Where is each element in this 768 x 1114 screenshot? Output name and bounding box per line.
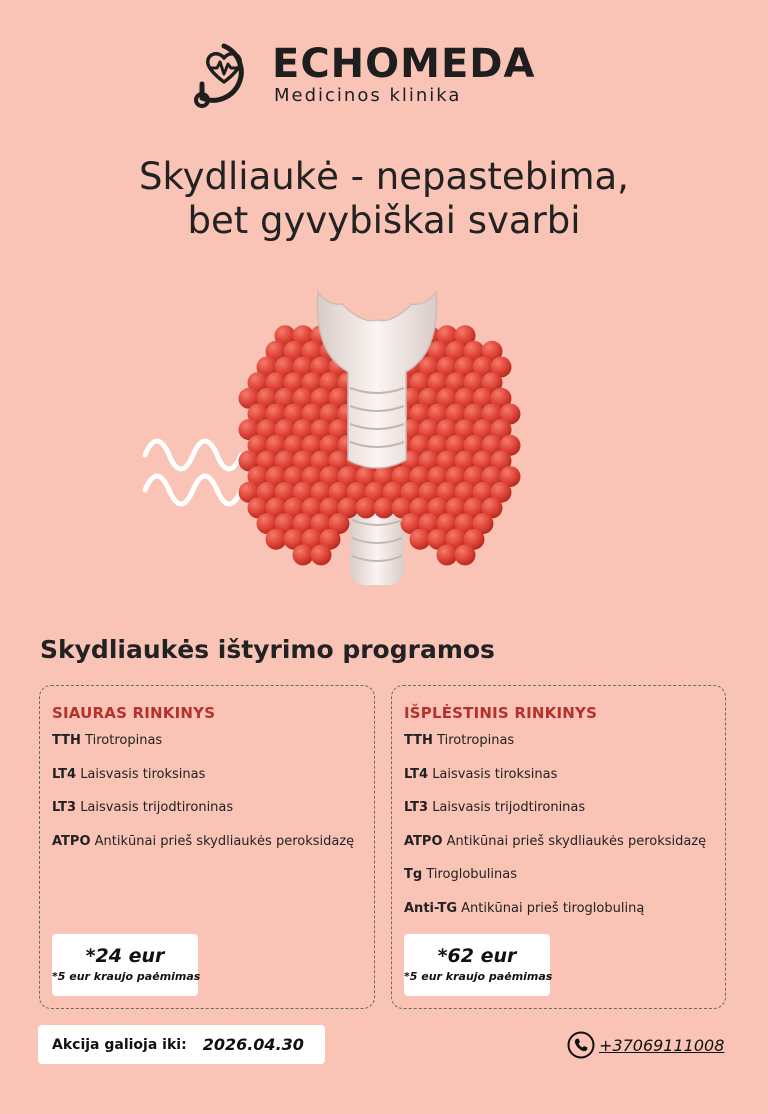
price-note: *5 eur kraujo paėmimas <box>52 970 201 983</box>
test-code: Anti-TG <box>404 900 458 916</box>
test-name: Tirotropinas <box>85 733 163 748</box>
brand-tagline: Medicinos klinika <box>274 85 462 106</box>
price-box <box>404 934 553 996</box>
test-item <box>52 733 362 767</box>
test-code: TTH <box>404 733 433 748</box>
clinic-logo <box>188 40 535 110</box>
offer-validity-box <box>38 1025 325 1064</box>
test-code: LT4 <box>52 766 77 782</box>
thyroid-illustration <box>140 280 540 590</box>
test-code: Tg <box>404 867 423 882</box>
package-title: SIAURAS RINKINYS <box>52 704 216 722</box>
test-item <box>404 834 713 868</box>
test-code: LT3 <box>404 800 429 815</box>
price-amount: *24 eur <box>85 945 165 967</box>
validity-label: Akcija galioja iki: <box>52 1036 187 1053</box>
stethoscope-heart-icon <box>188 40 260 110</box>
test-code: ATPO <box>52 833 91 849</box>
test-item <box>404 733 713 767</box>
test-name: Antikūnai prieš tiroglobuliną <box>461 900 645 916</box>
test-item <box>404 901 713 935</box>
test-name: Laisvasis trijodtironinas <box>432 800 586 815</box>
price-box <box>52 934 201 996</box>
test-item <box>404 867 713 901</box>
price-amount: *62 eur <box>437 945 517 967</box>
phone-number-link[interactable]: +37069111008 <box>599 1035 725 1055</box>
page-headline <box>0 155 768 243</box>
price-note: *5 eur kraujo paėmimas <box>404 970 553 983</box>
test-name: Antikūnai prieš skydliaukės peroksidazę <box>446 833 707 849</box>
test-name: Tiroglobulinas <box>426 867 518 882</box>
validity-date: 2026.04.30 <box>202 1035 304 1054</box>
test-item <box>52 800 362 834</box>
test-item <box>404 800 713 834</box>
test-code: LT3 <box>52 800 77 815</box>
wave-icon <box>145 441 241 504</box>
test-code: ATPO <box>404 833 443 849</box>
headline-line-2: bet gyvybiškai svarbi <box>187 199 581 242</box>
package-title: IŠPLĖSTINIS RINKINYS <box>404 704 598 722</box>
package-card-narrow <box>39 685 375 1009</box>
test-name: Laisvasis tiroksinas <box>432 766 558 782</box>
test-name: Laisvasis trijodtironinas <box>80 800 234 815</box>
test-item <box>52 834 362 868</box>
test-name: Antikūnai prieš skydliaukės peroksidazę <box>94 833 355 849</box>
brand-name: ECHOMEDA <box>272 41 536 87</box>
test-code: TTH <box>52 733 81 748</box>
phone-contact[interactable] <box>567 1031 724 1059</box>
phone-icon <box>567 1031 595 1059</box>
section-title: Skydliaukės ištyrimo programos <box>40 635 495 664</box>
test-item <box>52 767 362 801</box>
headline-line-1: Skydliaukė - nepastebima, <box>139 155 629 198</box>
test-item <box>404 767 713 801</box>
test-name: Tirotropinas <box>437 733 515 748</box>
test-name: Laisvasis tiroksinas <box>80 766 206 782</box>
package-card-extended <box>391 685 726 1009</box>
test-code: LT4 <box>404 766 429 782</box>
